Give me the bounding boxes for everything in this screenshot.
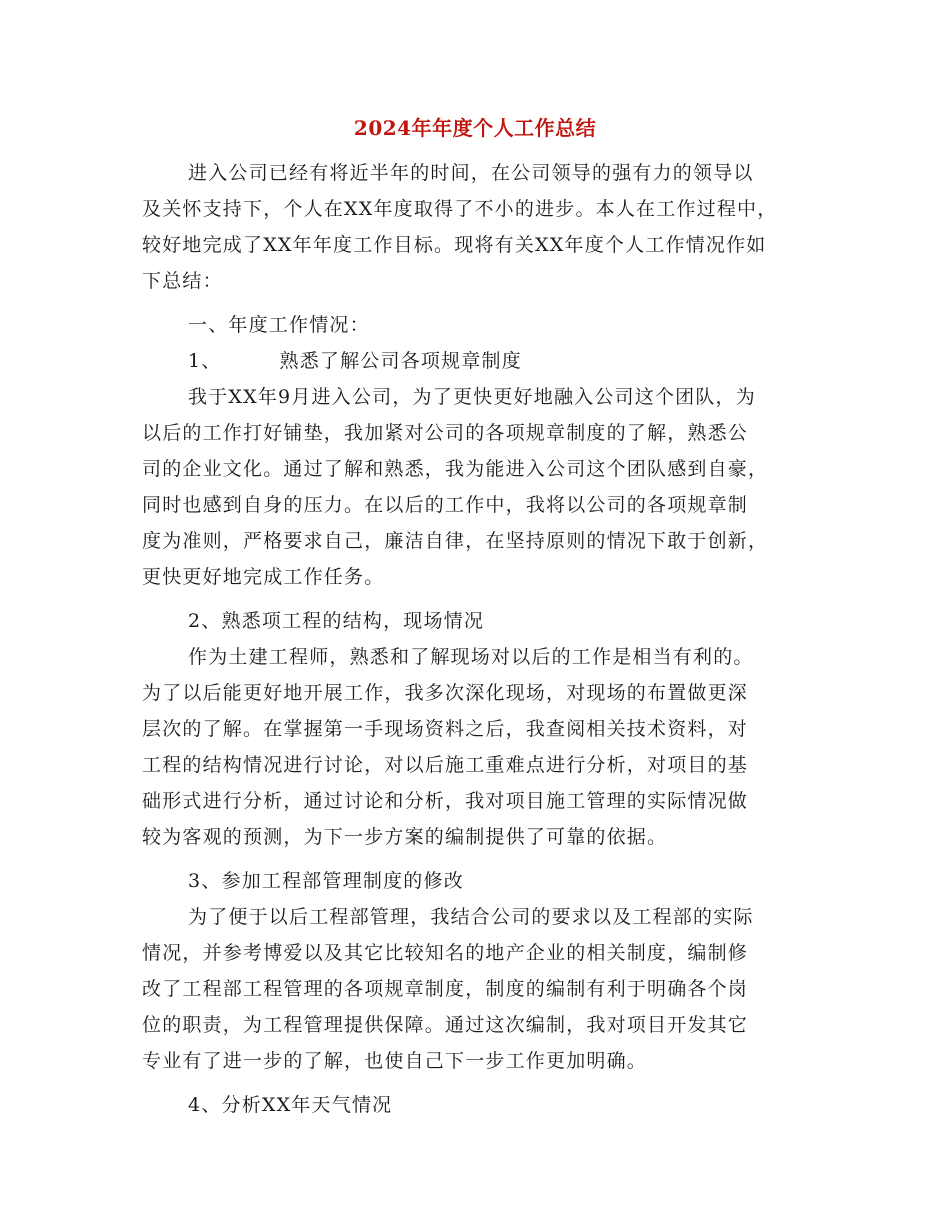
intro-line-1: 进入公司已经有将近半年的时间，在公司领导的强有力的领导以	[188, 162, 754, 184]
item2-body-line-6: 较为客观的预测，为下一步方案的编制提供了可靠的依据。	[142, 826, 668, 848]
item1-title: 熟悉了解公司各项规章制度	[279, 350, 522, 372]
intro-line-4: 下总结：	[142, 270, 223, 292]
item3-body-line-3: 改了工程部工程管理的各项规章制度，制度的编制有利于明确各个岗	[142, 978, 749, 1000]
item2-body-line-5: 础形式进行分析，通过讨论和分析，我对项目施工管理的实际情况做	[142, 790, 749, 812]
item2-body-line-3: 层次的了解。在掌握第一手现场资料之后，我查阅相关技术资料，对	[142, 718, 749, 740]
item3-heading: 3、参加工程部管理制度的修改	[188, 870, 464, 892]
document-title: 2024年年度个人工作总结	[353, 116, 597, 140]
item1-body-line-6: 更快更好地完成工作任务。	[142, 566, 385, 588]
item1-body-line-5: 度为准则，严格要求自己，廉洁自律，在坚持原则的情况下敢于创新，	[142, 530, 769, 552]
item3-body-line-5: 专业有了进一步的了解，也使自己下一步工作更加明确。	[142, 1050, 648, 1072]
item2-body-line-4: 工程的结构情况进行讨论，对以后施工重难点进行分析，对项目的基	[142, 754, 749, 776]
section-heading: 一、年度工作情况：	[188, 314, 370, 336]
item3-body-line-2: 情况，并参考博爱以及其它比较知名的地产企业的相关制度，编制修	[142, 942, 749, 964]
intro-line-3: 较好地完成了XX年年度工作目标。现将有关XX年度个人工作情况作如	[142, 234, 767, 256]
item3-body-line-4: 位的职责，为工程管理提供保障。通过这次编制，我对项目开发其它	[142, 1014, 749, 1036]
item2-body-line-1: 作为土建工程师，熟悉和了解现场对以后的工作是相当有利的。	[188, 646, 754, 668]
item1-body-line-4: 同时也感到自身的压力。在以后的工作中，我将以公司的各项规章制	[142, 494, 749, 516]
item1-heading	[188, 346, 522, 376]
item1-body-line-2: 以后的工作打好铺垫，我加紧对公司的各项规章制度的了解，熟悉公	[142, 422, 749, 444]
item3-body-line-1: 为了便于以后工程部管理，我结合公司的要求以及工程部的实际	[188, 906, 754, 928]
item4-heading: 4、分析XX年天气情况	[188, 1094, 393, 1116]
item2-heading: 2、熟悉项工程的结构，现场情况	[188, 610, 485, 632]
intro-line-2: 及关怀支持下，个人在XX年度取得了不小的进步。本人在工作过程中，	[142, 198, 778, 220]
item1-number: 1、	[188, 350, 222, 372]
item1-body-line-1: 我于XX年9月进入公司，为了更快更好地融入公司这个团队，为	[188, 386, 756, 408]
item2-body-line-2: 为了以后能更好地开展工作，我多次深化现场，对现场的布置做更深	[142, 682, 749, 704]
item1-body-line-3: 司的企业文化。通过了解和熟悉，我为能进入公司这个团队感到自豪，	[142, 458, 769, 480]
